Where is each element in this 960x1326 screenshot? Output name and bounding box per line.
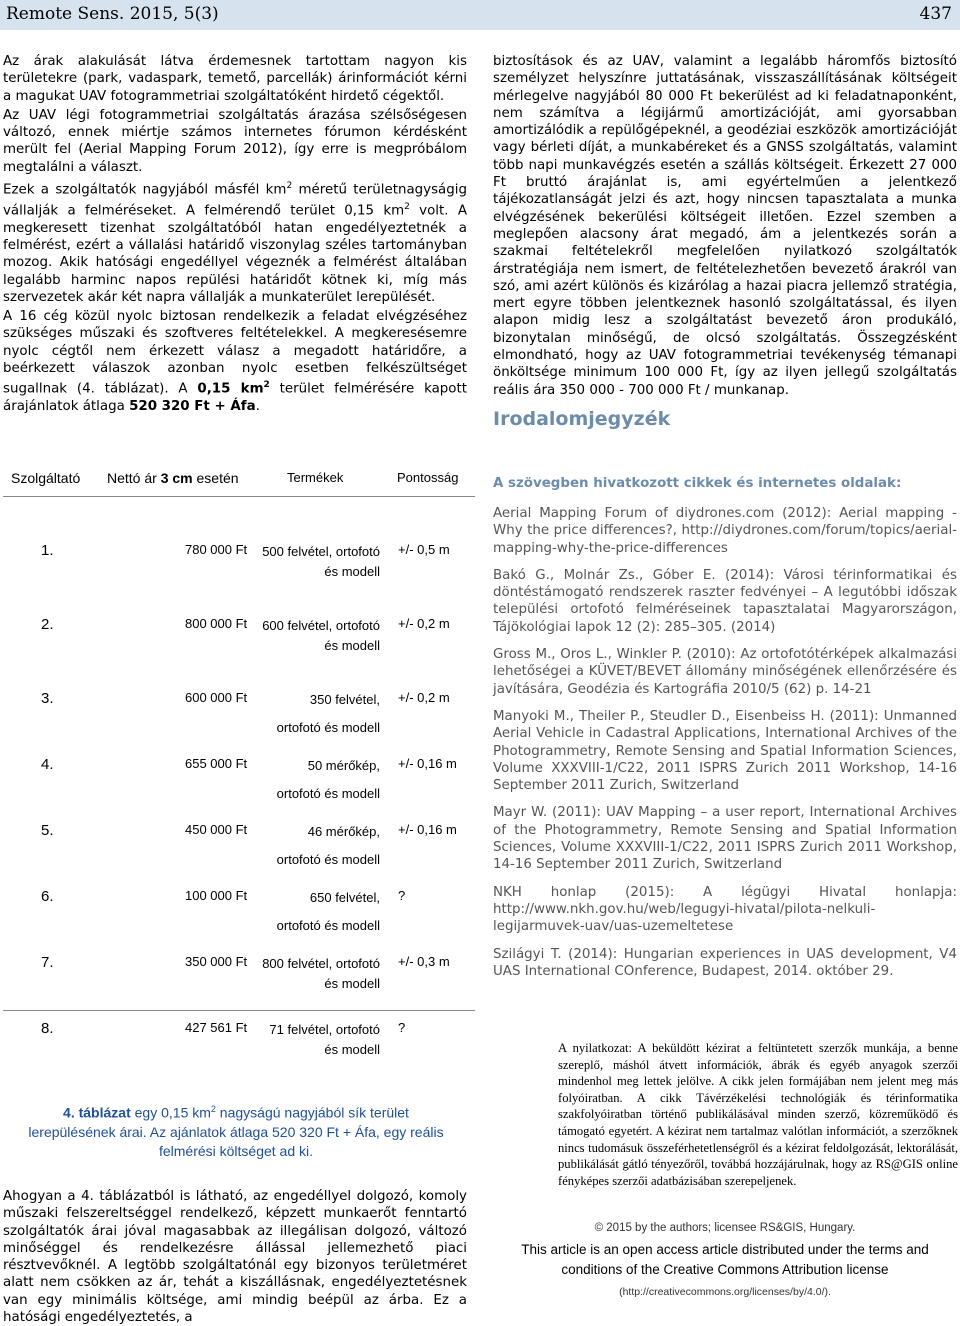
paragraph: biztosítások és az UAV, valamint a legalább háromfős biztosító személyzet helyszínre juttatásának, visszaszállításának költségeit mérlegelve nagyjából 80 000 Ft bekerülést ad ki feladatnaponként, nem számítva a légijármű amortizációját, ami gyorsabban amortizálódik a repülőgépeknél, a geodéziai eszközök amortizációját vagy bérleti díját, a munkabéreket és a GNSS szolgáltatás, valamint több napi munkavégzés esetén a szállás költségeit. Érkezett 27 000 Ft bruttó árajánlat is, ami egyértelműen a jelentkező tájékozatlanságát jelzi és azt, hogy nincsen tapasztalata a munka elvégzésének bekerülési költségeit illetően. Ezzel szemben a meglepően alacsony árat megadó, ám a jelentkezés során a szakmai feltételekről megfelelően nyilatkozó szolgáltatók árstratégiája nem ismert, de feltételezhetően bevezető árakról van szó, ami azért különös és kizárólag a hazai piacra jellemző stratégia, mert egyre többen jelentkeznek hasonló szolgáltatással, és ilyen alapon midig lesz a szolgáltatást bevezető áron produkáló, bizonytalan minőségű, de olcsó szolgáltatás. Összegzésként elmondható, hogy az UAV fotogrammetriai tevékenység témanapi önköltsége minimum 100 000 Ft, így az ilyen jellegű szolgáltatás reális ára 350 000 - 700 000 Ft / munkanap. [493, 54, 957, 398]
reference-item: Mayr W. (2011): UAV Mapping – a user report, International Archives of the Photogrammetry, Remote Sensing and Spatial Information Sciences, Volume XXXVIII-1/C22, 2011 ISPRS Zurich 2011 Workshop, 14-16 September 2011 Zurich, Switzerland [493, 805, 957, 873]
license-block [493, 1222, 957, 1298]
license-link[interactable]: (http://creativecommons.org/licenses/by/4.0/). [619, 1286, 831, 1298]
paragraph: Az árak alakulását látva érdemesnek tartottam nagyon kis területekre (park, vadaspark, temető, parcellák) árinformációt kérni a magukat UAV fotogrammetriai szolgáltatóként hirdető cégektől. [3, 54, 467, 104]
author-declaration: A nyilatkozat: A beküldött kézirat a feltüntetett szerzők munkája, a benne szereplő, máshól átvett információk, ábrák és egyéb anyagok szerzői mindenhol meg lettek jelölve. A cikk jelen formájában nem jelent meg más folyóiratban. A cikk Távérzékelési technológiák és térinformatika szakfolyóiratban történő publikálásával minden szerző, közreműködő és támogató egyetért. A kézirat nem tartalmaz valótlan információt, a szerzőknek nincs tudomásuk összeférhetetlenségről és a kézirat feldolgozását, lektorálását, publikálását gátló tényezőről, továbbá hozzájárulnak, hogy az RS@GIS online fényképes szerzői adatbázisában szerepeljenek. [558, 1041, 958, 1188]
left-column-text [3, 53, 467, 417]
table-rule [3, 1010, 475, 1011]
paragraph: Ezek a szolgáltatók nagyjából másfél $km^2$ méretű területnagyságig vállalják a felméréseket. A felmérendő terület 0,15 $km^2$ volt. A megkeresett tizenhat szolgáltatóból hatan engedélyeztetnék a felmérést, ezért a vállalási határidő viszonylag széles tartományban mozog. Akik hatósági engedéllyel végeznék a felmérést általában legalább harminc napos repülési határidőt kötnek ki, míg más szervezetek akár két napra vállalják a munkaterület lerepülését. [3, 181, 467, 305]
paragraph: Ahogyan a 4. táblázatból is látható, az engedéllyel dolgozó, komoly műszaki felszereltséggel rendelkező, képzett munkaerőt fenntartó szolgáltatók árai jóval magasabbak az illegálisan dolgozó, változó minőséggel és rendelkezésre állással jellemezhető piaci résztvevőknél. A legtöbb szolgáltatónál egy bizonyos területméret alatt nem csökken az ár, tehát a kiszállásnak, engedélyeztetésnek van egy minimális költsége, ami mindig beépül az árba. Ez a hatósági engedélyeztetés, a [3, 1189, 467, 1326]
paragraph: Az UAV légi fotogrammetriai szolgáltatás árazása szélsőségesen változó, ennek miértje számos internetes fórumon kérdésként merült fel (Aerial Mapping Forum 2012), így erre is megpróbálom megtalálni a választ. [3, 107, 467, 175]
reference-list [493, 476, 957, 990]
table-rule [3, 496, 475, 497]
references-subheading: A szövegben hivatkozott cikkek és internetes oldalak: [493, 476, 902, 491]
col-header-products: Termékek [287, 470, 344, 485]
journal-title: Remote Sens. 2015, 5(3) [6, 4, 219, 24]
copyright-notice: © 2015 by the authors; licensee RS&GIS, Hungary. [594, 1222, 856, 1234]
license-text: This article is an open access article distributed under the terms and conditions of the Creative Commons Attribution license [521, 1242, 929, 1277]
reference-item: Szilágyi T. (2014): Hungarian experiences in UAS development, V4 UAS International COnference, Budapest, 2014. október 29. [493, 946, 957, 979]
col-header-accuracy: Pontosság [397, 470, 459, 485]
paragraph: A 16 cég közül nyolc biztosan rendelkezik a feladat elvégzéséhez szükséges műszaki és szoftveres feltételekkel. A megkeresésemre nyolc cégtől nem érkezett válasz a megadott határidőre, a beérkezett válaszok azonban nyolc esetben felkészültséget sugallnak (4. táblázat). A 0,15 $km^2$ terület felmérésére kapott árajánlatok átlaga 520 320 Ft + Áfa. [3, 309, 467, 415]
reference-item: Gross M., Oros L., Winkler P. (2010): Az ortofotótérképek alkalmazási lehetőségei a KÜVET/BEVET állomány minőségének ellenőrzésére és javítására, Geodézia és Kartográfia 2010/5 (62) p. 14-21 [493, 647, 957, 697]
reference-item: Bakó G., Molnár Zs., Góber E. (2014): Városi térinformatikai és döntéstámogató rendszerek raszter fedvényei – A legutóbbi időszak települési ortofotó felméréseinek tapasztalatai Magyarországon, Tájökológiai lapok 12 (2): 285–305. (2014) [493, 567, 957, 635]
price-table: Szolgáltató Nettó ár 3 cm esetén Termékek Pontosság 1. 780 000 Ft 500 felvétel, ortofotó és modell +/- 0,5 m 2. 800 000 Ft 600 felvétel, ortofotó és modell +/- 0,2 m 3. 600 000 Ft 350 felvétel, +/- 0,2 m ortofotó és modell 4. 655 000 Ft 50 mérőkép, +/- 0,16 m ortofotó és modell 5. 450 000 Ft 46 mérőkép, +/- 0,16 m ortofotó és modell 6. 100 000 Ft 650 felvétel, ? ortofotó és modell 7. 350 000 Ft 800 felvétel, ortofotó és modell +/- 0,3 m 8. 427 561 Ft 71 felvétel, ortofotó és modell ? [3, 464, 475, 1046]
reference-item: Manyoki M., Theiler P., Steudler D., Eisenbeiss H. (2011): Unmanned Aerial Vehicle in Cadastral Applications, International Archives of the Photogrammetry, Remote Sensing and Spatial Information Sciences, Volume XXXVIII-1/C22, 2011 ISPRS Zurich 2011 Workshop, 14-16 September 2011 Zurich, Switzerland [493, 708, 957, 794]
right-column-text [493, 53, 957, 428]
reference-item: Aerial Mapping Forum of diydrones.com (2012): Aerial mapping - Why the price differences?, http://diydrones.com/forum/topics/aerial-mapping-why-the-price-differences [493, 506, 957, 556]
reference-item: NKH honlap (2015): A légügyi Hivatal honlapja: http://www.nkh.gov.hu/web/legugyi-hivatal/pilota-nelkuli-legijarmuvek-uav/uas-uzemeltetese [493, 884, 957, 935]
page-number: 437 [919, 4, 952, 24]
col-header-price: Nettó ár 3 cm esetén [107, 470, 239, 486]
references-heading: Irodalomjegyzék [493, 407, 671, 430]
running-header [0, 0, 960, 30]
table-caption: 4. táblázat egy 0,15 $km^2$ nagyságú nagyjából sík terület lerepülésének árai. Az ajánlatok átlaga 520 320 Ft + Áfa, egy reális felmérési költséget ad ki. [28, 1104, 444, 1159]
col-header-provider: Szolgáltató [11, 470, 81, 486]
